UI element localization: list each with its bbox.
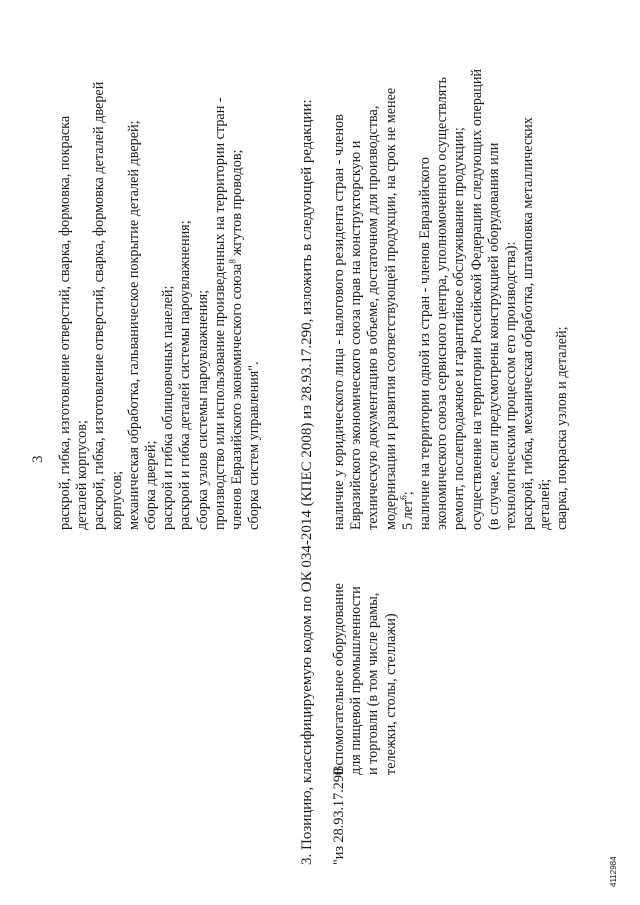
top-operations-list	[57, 82, 263, 530]
classification-code: "из 28.93.17.290	[331, 767, 347, 865]
list-item	[229, 82, 246, 530]
list-item-text: жгутов проводов;	[228, 149, 245, 260]
requirement-line: наличие у юридического лица - налогового резидента стран - членов	[331, 114, 347, 530]
list-item: сборка дверей;	[142, 440, 159, 530]
description-line: и торговли (в том числе рамы,	[365, 592, 382, 775]
section-heading: 3. Позицию, классифицируемую кодом по ОК 034-2014 (КПЕС 2008) из 28.93.17.290, изложить в следующей редакции:	[299, 99, 315, 865]
footnote-superscript: 8	[227, 259, 238, 264]
requirement-line: осуществление на территории Российской Федерации следующих операций	[468, 68, 485, 530]
requirements-list	[331, 69, 572, 530]
list-item: корпусов;	[108, 470, 125, 530]
footnote-superscript: 6	[398, 495, 409, 500]
requirement-line: модернизации и развития соответствующей продукции, на срок не менее	[382, 87, 399, 530]
list-item: раскрой и гибка облицовочных панелей;	[160, 285, 177, 530]
requirement-line: техническую документацию в объеме, достаточном для производства,	[365, 105, 382, 530]
product-description	[331, 583, 400, 775]
requirement-text: 5 лет	[399, 499, 416, 530]
requirement-line: Евразийского экономического союза прав на конструкторскую и	[348, 140, 365, 530]
list-item-text: членов Евразийского экономического союза	[228, 263, 245, 530]
requirement-line: экономического союза сервисного центра, уполномоченного осуществлять	[434, 77, 451, 530]
requirement-line: раскрой, гибка, механическая обработка, штамповка металлических	[520, 117, 537, 530]
list-item: раскрой и гибка деталей системы пароувлажнения;	[177, 220, 194, 530]
list-item: сборка систем управления".	[246, 361, 263, 530]
requirement-line: 5 лет$^6$;	[398, 491, 416, 530]
requirement-line: сварка, покраска узлов и деталей;	[554, 326, 571, 530]
requirement-line: технологическим процессом его производства):	[502, 241, 519, 530]
list-item: раскрой, гибка, изготовление отверстий, сварка, формовка, покраска	[57, 115, 73, 530]
requirement-line: наличие на территории одной из стран - членов Евразийского	[416, 157, 433, 530]
list-item: механическая обработка, гальваническое покрытие деталей дверей;	[125, 120, 142, 530]
requirement-line: ремонт, послепродажное и гарантийное обслуживание продукции;	[451, 127, 468, 530]
document-code: 4112984	[609, 856, 618, 887]
list-item: сборка узлов системы пароувлажнения;	[194, 289, 211, 530]
description-line: тележки, столы, стеллажи)	[382, 613, 399, 775]
page-number: 3	[30, 455, 46, 463]
description-line: Вспомогательное оборудование	[331, 583, 347, 775]
list-item: деталей корпусов;	[74, 420, 91, 530]
list-item: раскрой, гибка, изготовление отверстий, сварка, формовка деталей дверей	[91, 81, 108, 530]
description-line: для пищевой промышленности	[348, 586, 365, 775]
requirement-line: деталей;	[537, 478, 554, 530]
list-item: производство или использование произведенных на территории стран -	[211, 97, 228, 530]
requirement-line: (в случае, если предусмотрены конструкцией оборудования или	[485, 142, 502, 530]
